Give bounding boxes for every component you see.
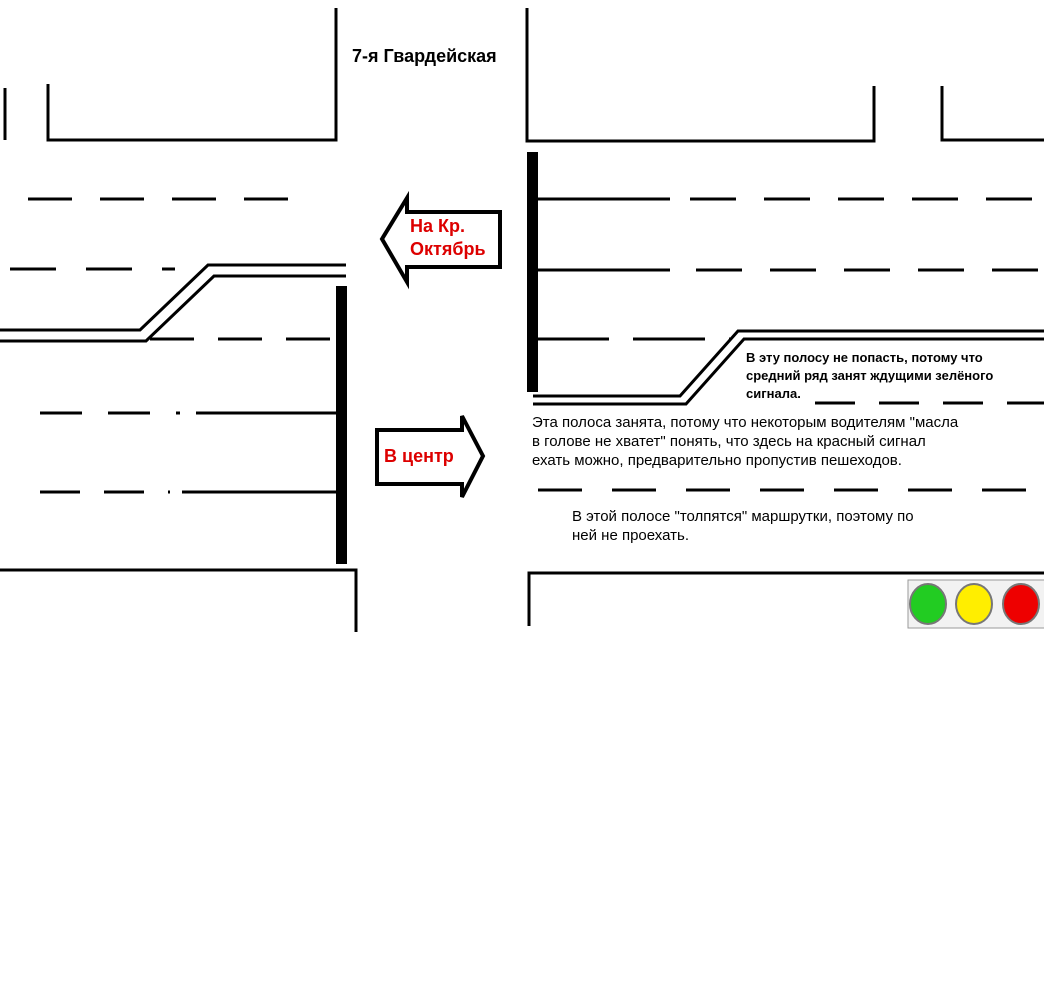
curb-bottom-left <box>0 570 356 632</box>
arrow-left-label-2: Октябрь <box>410 239 486 259</box>
note-top-lane-3: сигнала. <box>746 386 801 401</box>
traffic-light-green-lamp <box>910 584 946 624</box>
note-top-lane-1: В эту полосу не попасть, потому что <box>746 350 983 365</box>
note-middle-lane-3: ехать можно, предварительно пропустив пешеходов. <box>532 452 902 469</box>
street-name: 7-я Гвардейская <box>352 46 497 66</box>
note-bottom-lane-1: В этой полосе "толпятся" маршрутки, поэтому по <box>572 508 914 525</box>
curb-top-right <box>942 86 1044 140</box>
note-middle-lane-1: Эта полоса занята, потому что некоторым водителям "масла <box>532 414 959 431</box>
traffic-light <box>908 580 1044 628</box>
arrow-right-label: В центр <box>384 446 454 466</box>
curb-top-right-corner <box>527 8 874 141</box>
note-top-lane-2: средний ряд занят ждущими зелёного <box>746 368 994 383</box>
traffic-light-yellow-lamp <box>956 584 992 624</box>
traffic-light-red-lamp <box>1003 584 1039 624</box>
curb-top-left-corner <box>48 8 336 140</box>
note-middle-lane-2: в голове не хватет" понять, что здесь на красный сигнал <box>532 433 926 450</box>
note-bottom-lane-2: ней не проехать. <box>572 527 689 544</box>
arrow-left-label-1: На Кр. <box>410 216 465 236</box>
stop-line-right <box>527 152 538 392</box>
stop-line-left <box>336 286 347 564</box>
